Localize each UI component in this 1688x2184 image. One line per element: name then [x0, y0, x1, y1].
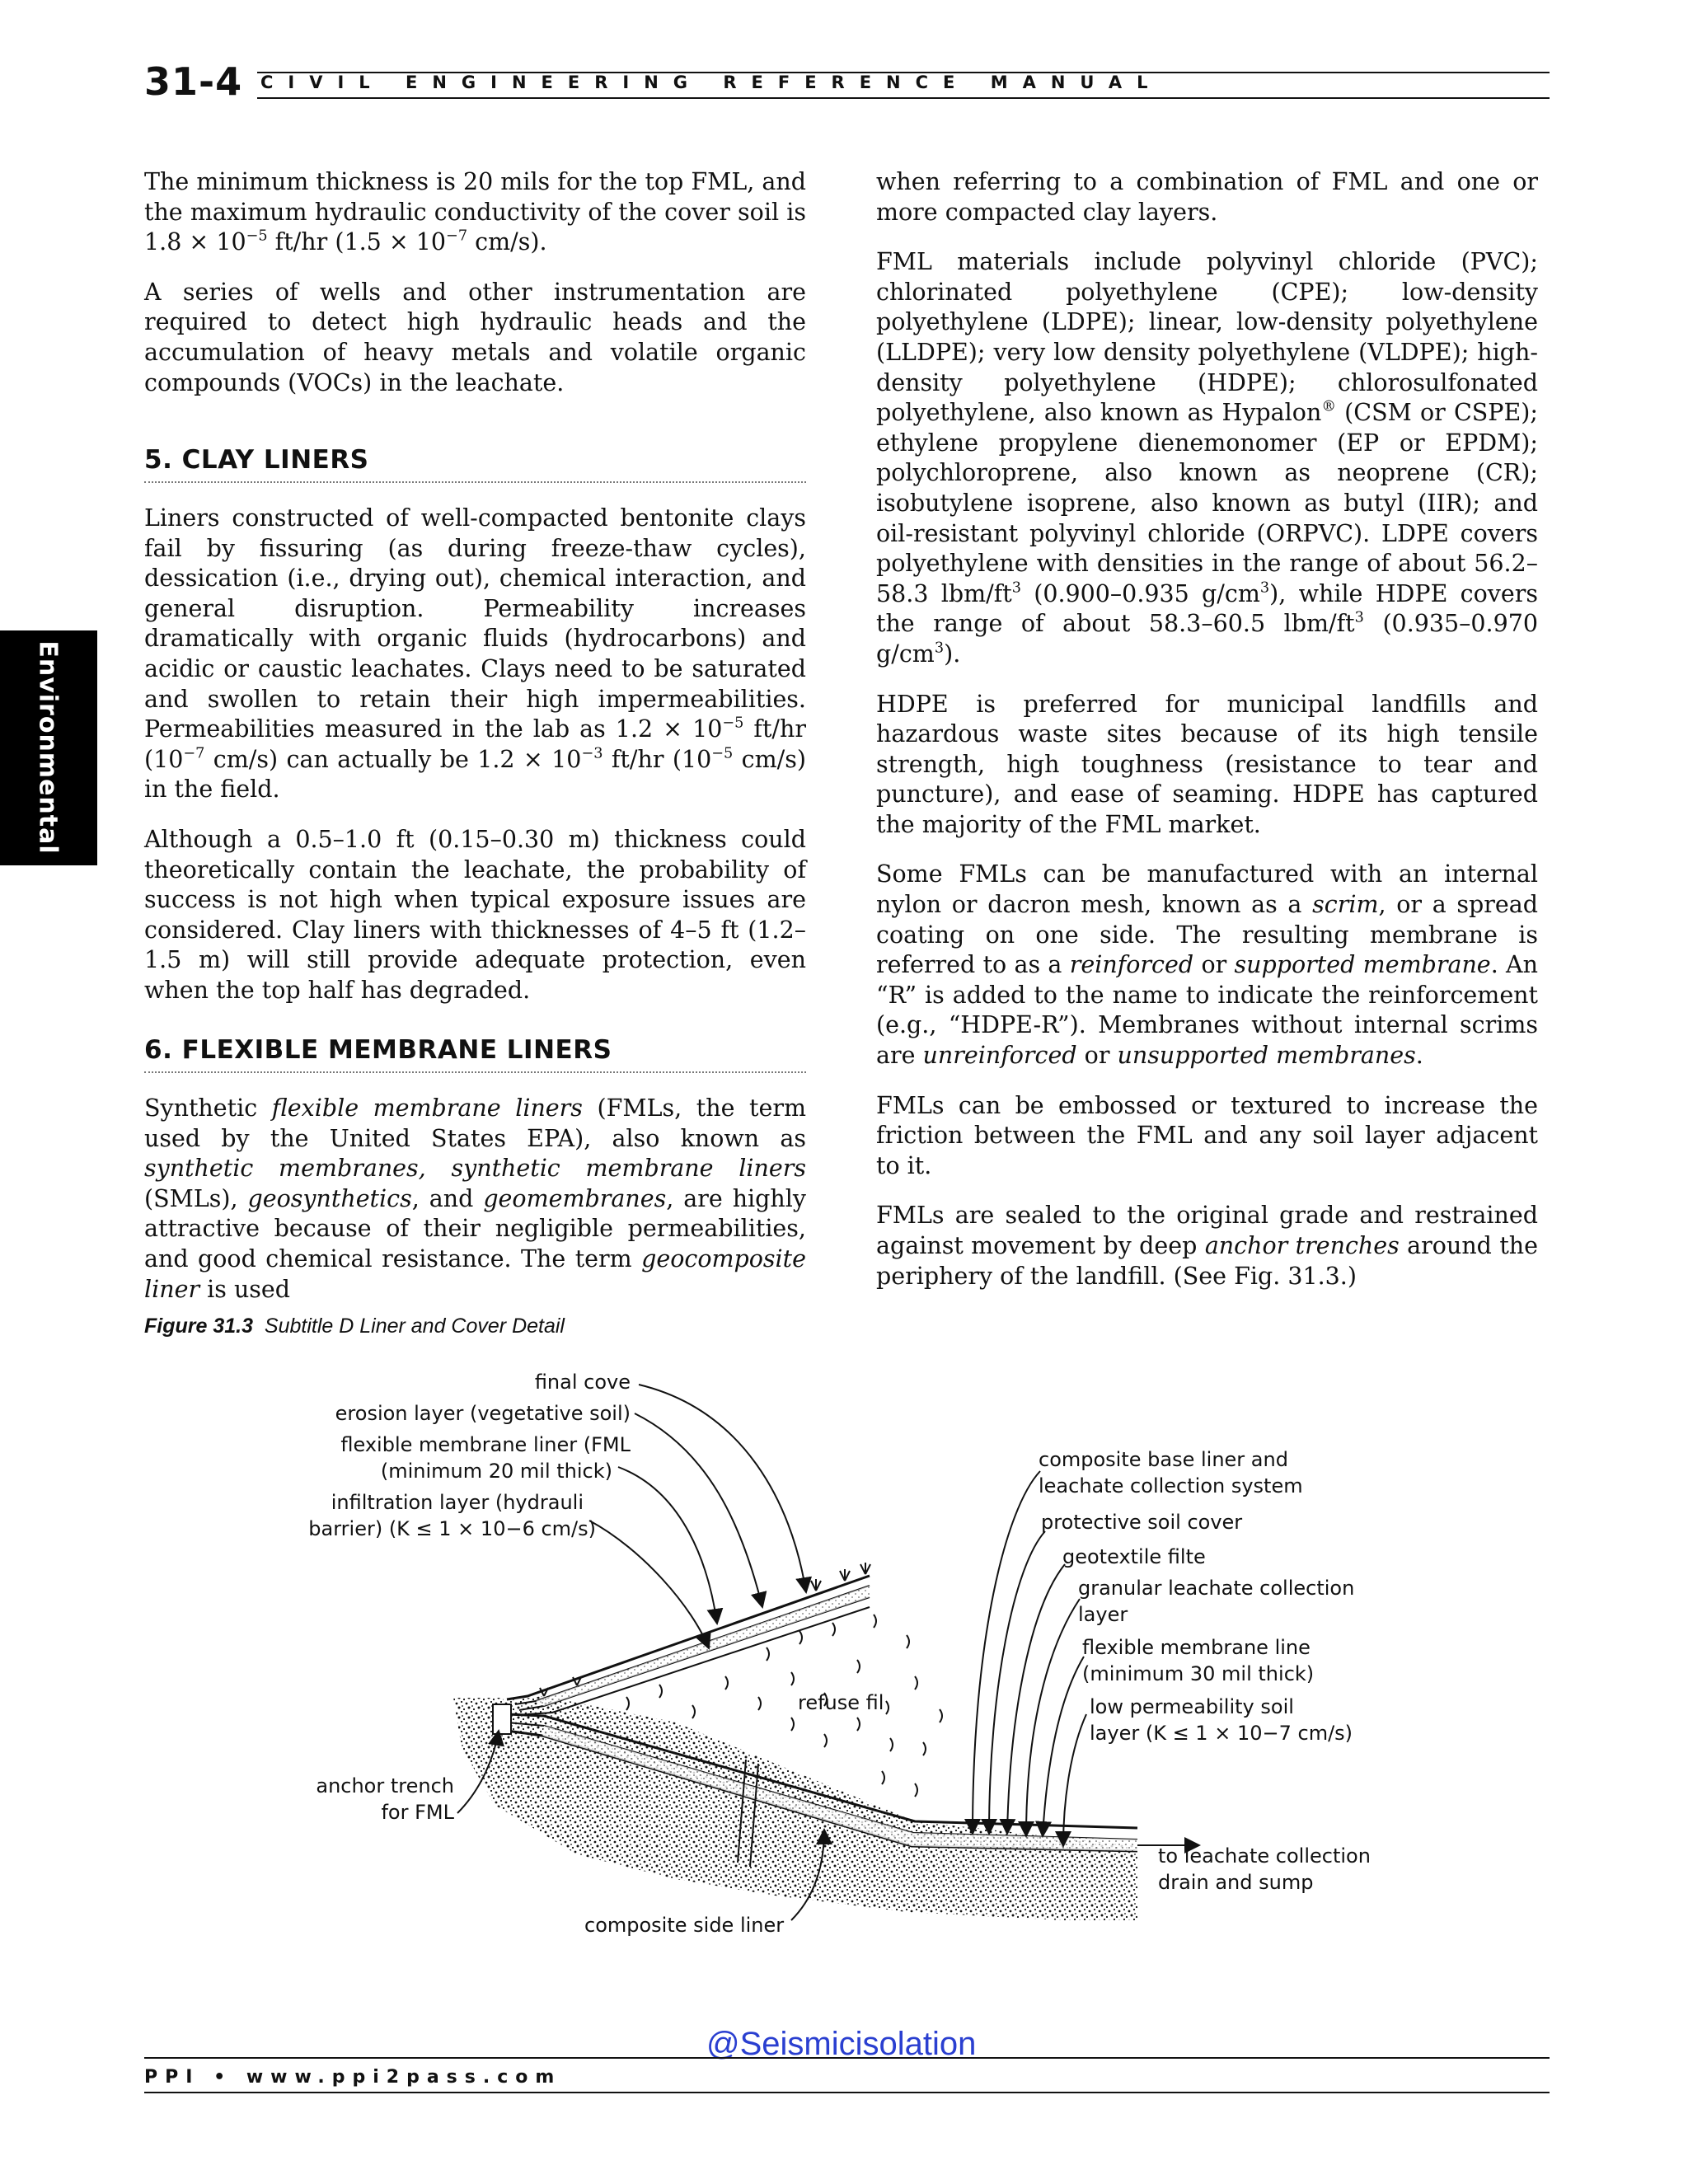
- cover-top: [507, 1576, 870, 1699]
- label-fml-top-1: flexible membrane liner (FML: [340, 1433, 631, 1456]
- side-tab-label: Environmental: [33, 640, 63, 855]
- leader-final-cover: [639, 1385, 806, 1592]
- cover-fine: [536, 1586, 870, 1706]
- label-infiltration-2: barrier) (K ≤ 1 × 10−6 cm/s): [308, 1517, 596, 1540]
- right-paragraph-3: HDPE is preferred for municipal landfills and hazardous waste sites because of its high tensile strength, high toughness (resistance to tear and puncture), and ease of seaming. HDPE has captured the majority of the FML market.: [876, 690, 1538, 838]
- leader-infiltration: [589, 1521, 709, 1648]
- label-infiltration-1: infiltration layer (hydrauli: [331, 1491, 584, 1514]
- label-fml-bottom-2: (minimum 30 mil thick): [1082, 1662, 1315, 1685]
- label-low-perm-2: layer (K ≤ 1 × 10−7 cm/s): [1090, 1722, 1353, 1745]
- label-leachate-2: drain and sump: [1158, 1871, 1314, 1894]
- label-erosion-layer: erosion layer (vegetative soil): [335, 1402, 631, 1425]
- label-protective-soil: protective soil cover: [1041, 1511, 1243, 1534]
- anchor-trench: [493, 1704, 511, 1734]
- right-paragraph-5: FMLs can be embossed or textured to increase the friction between the FML and any soil layer adjacent to it.: [876, 1091, 1538, 1179]
- label-composite-base-2: leachate collection system: [1039, 1474, 1303, 1497]
- page-number: 31-4: [144, 59, 243, 104]
- left-paragraph-2: A series of wells and other instrumentation are required to detect high hydraulic heads and the accumulation of heavy metals and volatile organic compounds (VOCs) in the leachate.: [144, 278, 806, 396]
- section-6-heading: 6. FLEXIBLE MEMBRANE LINERS: [144, 1035, 806, 1073]
- footer-rule-bottom: [144, 2092, 1550, 2093]
- running-header: CIVIL ENGINEERING REFERENCE MANUAL: [260, 73, 1163, 92]
- right-paragraph-4: Some FMLs can be manufactured with an internal nylon or dacron mesh, known as a scrim, or a spread coating on one side. The resulting membrane is referred to as a reinforced or supported membrane. An “R” is added to the name to indicate the reinforcement (e.g., “HDPE-R”). Membranes without internal scrims are unreinforced or unsupported membranes.: [876, 860, 1538, 1070]
- label-anchor-1: anchor trench: [316, 1774, 454, 1797]
- cover-line-2: [515, 1586, 870, 1704]
- label-granular-2: layer: [1078, 1603, 1128, 1626]
- leader-erosion-layer: [635, 1413, 762, 1607]
- label-refuse-fill: refuse fil: [798, 1691, 884, 1714]
- leader-granular: [1026, 1599, 1080, 1836]
- footer-text: PPI • www.ppi2pass.com: [144, 2067, 562, 2088]
- label-fml-bottom-1: flexible membrane line: [1082, 1636, 1311, 1659]
- label-fml-top-2: (minimum 20 mil thick): [380, 1460, 612, 1483]
- watermark: @Seismicisolation: [706, 2026, 977, 2062]
- label-composite-side: composite side liner: [584, 1914, 785, 1937]
- label-granular-1: granular leachate collection: [1078, 1577, 1355, 1600]
- label-final-cover: final cove: [534, 1371, 631, 1394]
- right-paragraph-1: when referring to a combination of FML and one or more compacted clay layers.: [876, 168, 1538, 226]
- leader-fml-top: [618, 1467, 717, 1624]
- leader-composite-base: [973, 1471, 1040, 1834]
- label-leachate-1: to leachate collection: [1158, 1844, 1371, 1868]
- left-paragraph-3: Liners constructed of well-compacted bentonite clays fail by fissuring (as during freeze-thaw cycles), dessication (i.e., drying out), chemical interaction, and general disruption. Permeability increases dramatically with organic fluids (hydrocarbons) and acidic or caustic leachates. Clays need to be saturated and swollen to retain their high impermeabilities. Permeabilities measured in the lab as $1.2 \times 10^{-5}$ ft/hr ($10^{-7}$ cm/s) can actually be $1.2 \times 10^{-3}$ ft/hr ($10^{-5}$ cm/s) in the field.: [144, 504, 806, 804]
- vegetation: [540, 1563, 870, 1696]
- label-composite-base-1: composite base liner and: [1039, 1448, 1288, 1471]
- label-anchor-2: for FML: [381, 1801, 454, 1824]
- leader-fml-bottom: [1043, 1657, 1084, 1836]
- label-geotextile: geotextile filte: [1062, 1545, 1206, 1568]
- footer-rule-top: [144, 2057, 1550, 2059]
- left-paragraph-4: Although a 0.5–1.0 ft (0.15–0.30 m) thickness could theoretically contain the leachate, the probability of success is not high when typical exposure issues are considered. Clay liners with thicknesses of 4–5 ft (1.2–1.5 m) will still provide adequate protection, even when the top half has degraded.: [144, 825, 806, 1004]
- right-paragraph-2: FML materials include polyvinyl chloride (PVC); chlorinated polyethylene (CPE); low-density polyethylene (LDPE); linear, low-density polyethylene (LLDPE); very low density polyethylene (VLDPE); high-density polyethylene (HDPE); chlorosulfonated polyethylene, also known as Hypalon® (CSM or CSPE); ethylene propylene dienemonomer (EP or EPDM); polychloroprene, also known as neoprene (CR); isobutylene isoprene, also known as butyl (IIR); and oil-resistant polyvinyl chloride (ORPVC). LDPE covers polyethylene with densities in the range of about 56.2–58.3 lbm/$ft^3$ (0.900–0.935 $g/cm^3$), while HDPE covers the range of about 58.3–60.5 lbm/$ft^3$ (0.935–0.970 $g/cm^3$).: [876, 248, 1539, 668]
- label-low-perm-1: low permeability soil: [1090, 1695, 1294, 1718]
- figure-caption: Figure 31.3 Subtitle D Liner and Cover Detail: [144, 1315, 565, 1338]
- left-paragraph-1: The minimum thickness is 20 mils for the top FML, and the maximum hydraulic conductivity of the cover soil is $1.8 \times 10^{-5}$ ft/hr ($1.5 \times 10^{-7}$ cm/s).: [144, 168, 806, 256]
- section-5-heading: 5. CLAY LINERS: [144, 445, 806, 483]
- right-paragraph-6: FMLs are sealed to the original grade and restrained against movement by deep anchor trenches around the periphery of the landfill. (See Fig. 31.3.): [876, 1202, 1538, 1290]
- left-paragraph-5: Synthetic flexible membrane liners (FMLs, the term used by the United States EPA), also known as synthetic membranes, synthetic membrane liners (SMLs), geosynthetics, and geomembranes, are highly attractive because of their negligible permeabilities, and good chemical resistance. The term geocomposite liner is used: [144, 1094, 806, 1303]
- leader-geotextile: [1007, 1564, 1065, 1834]
